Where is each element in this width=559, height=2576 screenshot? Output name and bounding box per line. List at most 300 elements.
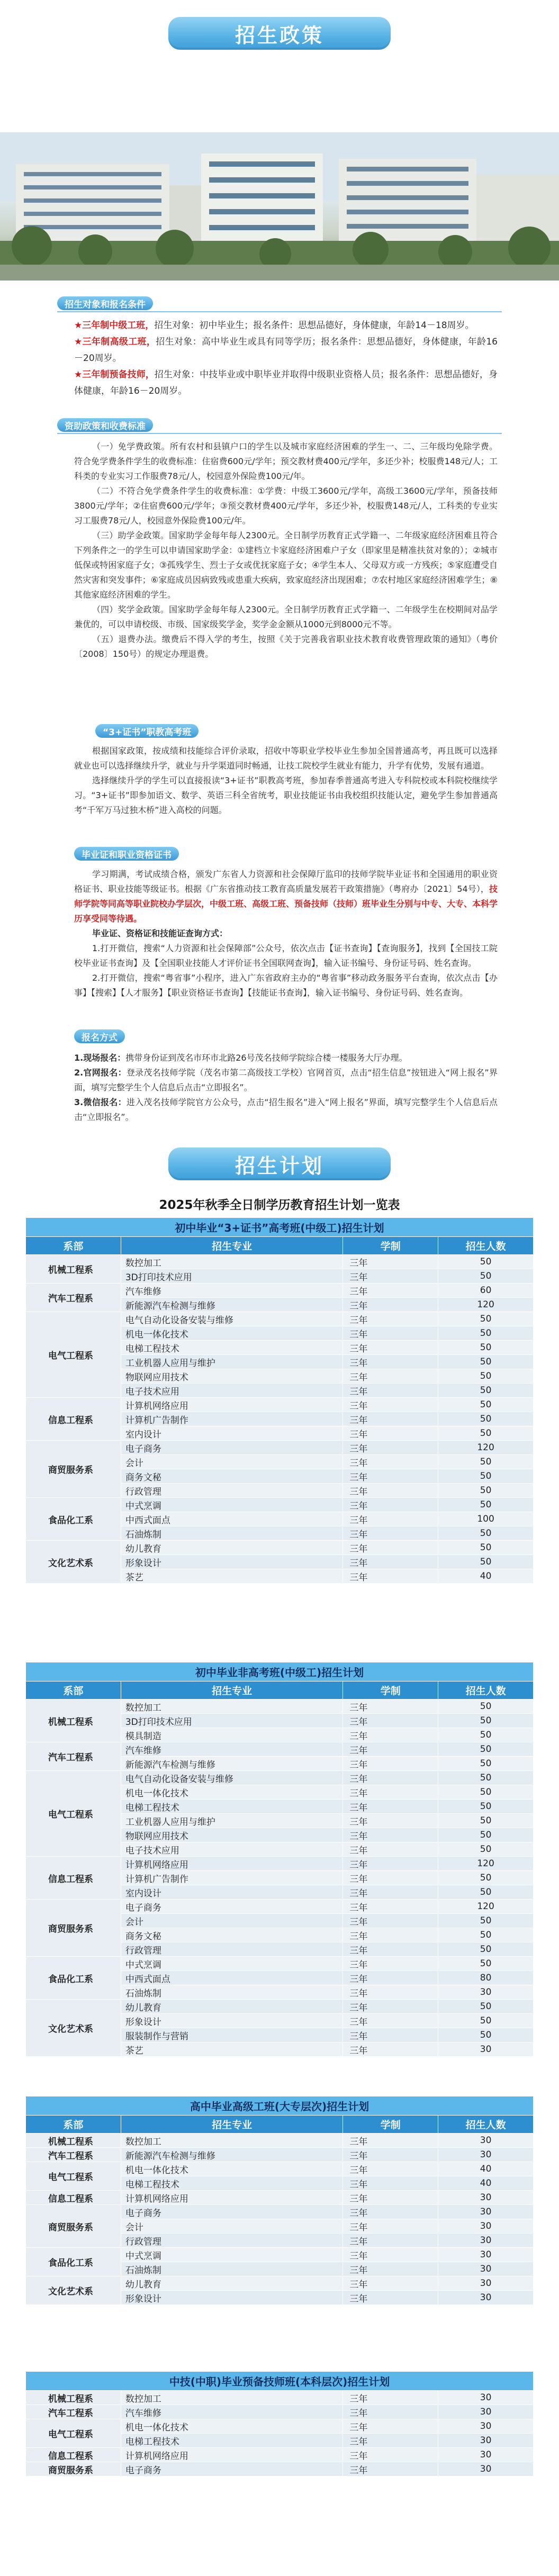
quota-cell: 50 [438, 1469, 534, 1484]
table-row [26, 2205, 534, 2219]
column-header: 学制 [343, 1237, 438, 1255]
duration-cell: 三年 [343, 2162, 438, 2176]
duration-cell: 三年 [343, 1971, 438, 1985]
major-cell: 电梯工程技术 [121, 1341, 343, 1355]
dept-cell: 电气工程系 [26, 1771, 121, 1857]
duration-cell: 三年 [343, 2000, 438, 2014]
dept-cell: 机械工程系 [26, 1700, 121, 1742]
table-title: 高中毕业高级工班(大专层次)招生计划 [26, 2096, 534, 2116]
table-row [26, 1398, 534, 1412]
duration-cell: 三年 [343, 2042, 438, 2057]
major-cell: 工业机器人应用与维护 [121, 1814, 343, 1828]
column-header: 系部 [26, 1682, 121, 1700]
quota-cell: 50 [438, 1312, 534, 1326]
table-row [26, 2191, 534, 2205]
signup-text: 携带身份证到茂名市环市北路26号茂名技师学院综合楼一楼服务大厅办理。 [125, 1053, 408, 1063]
section-tag-aid: 资助政策和收费标准 [57, 418, 153, 432]
duration-cell: 三年 [343, 2248, 438, 2262]
column-header: 招生人数 [438, 2116, 534, 2134]
dept-cell: 文化艺术系 [26, 1541, 121, 1584]
major-cell: 物联网应用技术 [121, 1369, 343, 1384]
table-row [26, 2148, 534, 2162]
duration-cell: 三年 [343, 1398, 438, 1412]
duration-cell: 三年 [343, 1312, 438, 1326]
quota-cell: 30 [438, 2448, 534, 2462]
plan-banner: 招生计划 [168, 1147, 391, 1180]
major-cell: 数控加工 [121, 2134, 343, 2148]
duration-cell: 三年 [343, 1369, 438, 1384]
quota-cell: 50 [438, 1384, 534, 1398]
quota-cell: 50 [438, 1398, 534, 1412]
quota-cell: 50 [438, 1757, 534, 1771]
duration-cell: 三年 [343, 1512, 438, 1526]
dept-cell: 信息工程系 [26, 2191, 121, 2205]
major-cell: 服装制作与营销 [121, 2028, 343, 2042]
quota-cell: 50 [438, 1326, 534, 1341]
quota-cell: 50 [438, 1412, 534, 1426]
major-cell: 会计 [121, 1914, 343, 1928]
quota-cell: 50 [438, 1255, 534, 1269]
major-cell: 电梯工程技术 [121, 1800, 343, 1814]
major-cell: 电气自动化设备安装与维修 [121, 1312, 343, 1326]
quota-cell: 50 [438, 1742, 534, 1757]
signup-item [74, 1051, 498, 1065]
quota-cell: 50 [438, 1871, 534, 1885]
major-cell: 机电一体化技术 [121, 2162, 343, 2176]
major-cell: 室内设计 [121, 1426, 343, 1441]
signup-text: 登录茂名技师学院（茂名市第二高级技工学校）官网首页，点击“招生信息”按钮进入“网上报名”界面，填写完整学生个人信息后点击“立即报名”。 [74, 1068, 498, 1092]
duration-cell: 三年 [343, 2448, 438, 2462]
duration-cell: 三年 [343, 2434, 438, 2448]
duration-cell: 三年 [343, 1484, 438, 1498]
major-cell: 数控加工 [121, 1255, 343, 1269]
plan-table [25, 2371, 534, 2476]
target-list [74, 318, 498, 400]
major-cell: 模具制造 [121, 1728, 343, 1742]
duration-cell: 三年 [343, 2391, 438, 2405]
quota-cell: 50 [438, 1771, 534, 1785]
column-header: 招生专业 [121, 2116, 343, 2134]
duration-cell: 三年 [343, 1455, 438, 1469]
duration-cell: 三年 [343, 2419, 438, 2434]
quota-cell: 50 [438, 1785, 534, 1800]
major-cell: 电子商务 [121, 2462, 343, 2476]
table-row [26, 2276, 534, 2291]
plan-table [25, 2096, 534, 2305]
major-cell: 计算机广告制作 [121, 1871, 343, 1885]
major-cell: 电气自动化设备安装与维修 [121, 1771, 343, 1785]
aid-paragraph: （三）助学金政策。国家助学金每年每人2300元。全日制学历教育正式学籍一、二年级家庭经济困难且符合下列条件之一的学生可以申请国家助学金：①建档立卡家庭经济困难户子女（即家里是精准扶贫对象的）；②城市低保或特困家庭子女；③孤残学生、烈士子女或优抚家庭子女；④学生本人、父母双方或一方残疾；⑤家庭遭受自然灾害和突发事件；⑥家庭成员因病致残或患重大疾病，致家庭经济出现困难；⑦农村地区家庭经济困难学生；⑧其他家庭经济困难的学生。 [74, 530, 498, 600]
section-tag-certs: 毕业证和职业资格证书 [74, 847, 179, 861]
quota-cell: 30 [438, 2234, 534, 2248]
table-row [26, 1284, 534, 1298]
duration-cell: 三年 [343, 1871, 438, 1885]
certs-query-heading: 毕业证、资格证和技能证查询方式： [92, 928, 228, 938]
plan-table [25, 1217, 534, 1584]
quota-cell: 50 [438, 1541, 534, 1555]
duration-cell: 三年 [343, 1700, 438, 1714]
column-header: 系部 [26, 2116, 121, 2134]
quota-cell: 120 [438, 1900, 534, 1914]
dept-cell: 信息工程系 [26, 2448, 121, 2462]
divider [57, 311, 502, 312]
major-cell: 中式烹调 [121, 1498, 343, 1512]
duration-cell: 三年 [343, 2134, 438, 2148]
duration-cell: 三年 [343, 1714, 438, 1728]
plan-table [25, 1662, 534, 2057]
duration-cell: 三年 [343, 1828, 438, 1842]
major-cell: 机电一体化技术 [121, 2419, 343, 2434]
duration-cell: 三年 [343, 1526, 438, 1541]
duration-cell: 三年 [343, 1255, 438, 1269]
quota-cell: 30 [438, 2134, 534, 2148]
major-cell: 机电一体化技术 [121, 1326, 343, 1341]
quota-cell: 30 [438, 2262, 534, 2276]
duration-cell: 三年 [343, 2205, 438, 2219]
quota-cell: 80 [438, 1971, 534, 1985]
quota-cell: 50 [438, 1369, 534, 1384]
dept-cell: 信息工程系 [26, 1398, 121, 1441]
major-cell: 计算机网络应用 [121, 1398, 343, 1412]
aid-list [74, 439, 498, 662]
duration-cell: 三年 [343, 2176, 438, 2191]
duration-cell: 三年 [343, 2462, 438, 2476]
major-cell: 幼儿教育 [121, 1541, 343, 1555]
major-cell: 3D打印技术应用 [121, 1269, 343, 1284]
dept-cell: 汽车工程系 [26, 1742, 121, 1771]
threeplus-list [74, 744, 498, 818]
table-row [26, 2405, 534, 2419]
major-cell: 汽车维修 [121, 1742, 343, 1757]
table-title: 中技(中职)毕业预备技师班(本科层次)招生计划 [26, 2372, 534, 2391]
campus-photo [0, 132, 559, 281]
table-title: 初中毕业非高考班(中级工)招生计划 [26, 1662, 534, 1682]
major-cell: 电子商务 [121, 1441, 343, 1455]
major-cell: 电子技术应用 [121, 1384, 343, 1398]
duration-cell: 三年 [343, 1800, 438, 1814]
dept-cell: 食品化工系 [26, 1957, 121, 2000]
duration-cell: 三年 [343, 1842, 438, 1857]
column-header: 学制 [343, 1682, 438, 1700]
target-item [74, 318, 498, 334]
duration-cell: 三年 [343, 2405, 438, 2419]
table-row [26, 1742, 534, 1757]
quota-cell: 30 [438, 2405, 534, 2419]
dept-cell: 商贸服务系 [26, 1441, 121, 1498]
certs-paragraph: 1.打开微信，搜索“人力资源和社会保障部”公众号，依次点击【证书查询】【查询服务】，找到【全国技工院校毕业证书查询】及【全国职业技能人才评价证书全国联网查询】，输入证书编号、身份证号码、姓名查询。 [74, 943, 498, 968]
table-row [26, 1857, 534, 1871]
quota-cell: 30 [438, 2248, 534, 2262]
divider [57, 433, 502, 434]
policy-banner: 招生政策 [168, 17, 391, 50]
major-cell: 茶艺 [121, 2042, 343, 2057]
signup-text: 进入茂名技师学院官方公众号，点击“招生报名”进入“网上报名”界面，填写完整学生个人信息后点击“立即报名”。 [74, 1097, 498, 1122]
table-row [26, 2391, 534, 2405]
duration-cell: 三年 [343, 2219, 438, 2234]
duration-cell: 三年 [343, 1355, 438, 1369]
aid-paragraph: （二）不符合免学费条件学生的收费标准：①学费：中级工3600元/学年，高级工3600元/学年，预备技师3800元/学年；②住宿费600元/学年；③预交教材费400元/学年，多还少补，校服费148元/人，工科类的专业实习工服费78元/人，校园意外保险费100元/年。 [74, 486, 498, 526]
column-header: 招生人数 [438, 1237, 534, 1255]
duration-cell: 三年 [343, 1742, 438, 1757]
quota-cell: 30 [438, 2276, 534, 2291]
major-cell: 茶艺 [121, 1569, 343, 1584]
table-row [26, 1441, 534, 1455]
duration-cell: 三年 [343, 2148, 438, 2162]
major-cell: 工业机器人应用与维护 [121, 1355, 343, 1369]
major-cell: 会计 [121, 2219, 343, 2234]
table-row [26, 2248, 534, 2262]
quota-cell: 30 [438, 2434, 534, 2448]
table-row [26, 1700, 534, 1714]
major-cell: 商务文秘 [121, 1928, 343, 1942]
duration-cell: 三年 [343, 2234, 438, 2248]
quota-cell: 120 [438, 1298, 534, 1312]
major-cell: 室内设计 [121, 1885, 343, 1900]
major-cell: 新能源汽车检测与维修 [121, 1757, 343, 1771]
duration-cell: 三年 [343, 2291, 438, 2305]
major-cell: 幼儿教育 [121, 2276, 343, 2291]
certs-text: 学习期满，考试成绩合格，颁发广东省人力资源和社会保障厅监印的技师学院毕业证书和全国通用的职业资格证书、职业技能等级证书。根据《广东省推动技工教育高质量发展若干政策措施》（粤府办〔2021〕54号）， [74, 869, 498, 894]
major-cell: 幼儿教育 [121, 2000, 343, 2014]
quota-cell: 40 [438, 2176, 534, 2191]
major-cell: 计算机网络应用 [121, 1857, 343, 1871]
dept-cell: 电气工程系 [26, 2162, 121, 2191]
quota-cell: 30 [438, 2042, 534, 2057]
duration-cell: 三年 [343, 1326, 438, 1341]
target-item [74, 367, 498, 400]
quota-cell: 50 [438, 1455, 534, 1469]
target-lead: ★三年制中级工班， [74, 320, 155, 331]
quota-cell: 30 [438, 2419, 534, 2434]
dept-cell: 汽车工程系 [26, 2405, 121, 2419]
quota-cell: 50 [438, 1484, 534, 1498]
aid-paragraph: （四）奖学金政策。国家助学金每年每人2300元。全日制学历教育正式学籍一、二年级学生在校期间对品学兼优的，可以申请校级、市级、国家级奖学金，奖学金金额从1000元到8000元不等。 [74, 604, 498, 629]
quota-cell: 30 [438, 2462, 534, 2476]
major-cell: 行政管理 [121, 2234, 343, 2248]
major-cell: 汽车维修 [121, 1284, 343, 1298]
table-title: 初中毕业“3+证书”高考班(中级工)招生计划 [26, 1218, 534, 1237]
quota-cell: 50 [438, 1914, 534, 1928]
quota-cell: 50 [438, 1341, 534, 1355]
table-row [26, 2419, 534, 2434]
major-cell: 形象设计 [121, 2291, 343, 2305]
section-tag-threeplus: “3+证书”职教高考班 [95, 724, 199, 738]
duration-cell: 三年 [343, 1900, 438, 1914]
major-cell: 形象设计 [121, 2014, 343, 2028]
quota-cell: 50 [438, 2028, 534, 2042]
quota-cell: 120 [438, 1857, 534, 1871]
duration-cell: 三年 [343, 1341, 438, 1355]
duration-cell: 三年 [343, 1555, 438, 1569]
major-cell: 石油炼制 [121, 1526, 343, 1541]
target-text: 招生对象：中技毕业或中职毕业并取得中级职业资格人员；报名条件：思想品德好，身体健康，年龄16－20周岁。 [74, 369, 498, 396]
major-cell: 行政管理 [121, 1484, 343, 1498]
quota-cell: 60 [438, 1284, 534, 1298]
quota-cell: 30 [438, 2148, 534, 2162]
major-cell: 中西式面点 [121, 1971, 343, 1985]
quota-cell: 50 [438, 1928, 534, 1942]
table-row [26, 1255, 534, 1269]
quota-cell: 50 [438, 1842, 534, 1857]
table-row [26, 2448, 534, 2462]
dept-cell: 文化艺术系 [26, 2276, 121, 2305]
signup-item [74, 1065, 498, 1095]
quota-cell: 50 [438, 1355, 534, 1369]
dept-cell: 电气工程系 [26, 1312, 121, 1398]
duration-cell: 三年 [343, 1757, 438, 1771]
target-text: 招生对象：高中毕业生或具有同等学历；报名条件：思想品德好，身体健康，年龄16－20周岁。 [74, 337, 498, 364]
dept-cell: 机械工程系 [26, 2134, 121, 2148]
table-row [26, 1498, 534, 1512]
major-cell: 新能源汽车检测与维修 [121, 2148, 343, 2162]
table-row [26, 2000, 534, 2014]
quota-cell: 50 [438, 1714, 534, 1728]
duration-cell: 三年 [343, 2028, 438, 2042]
major-cell: 3D打印技术应用 [121, 1714, 343, 1728]
dept-cell: 食品化工系 [26, 1498, 121, 1541]
duration-cell: 三年 [343, 1426, 438, 1441]
duration-cell: 三年 [343, 1498, 438, 1512]
major-cell: 中式烹调 [121, 1957, 343, 1971]
duration-cell: 三年 [343, 2262, 438, 2276]
quota-cell: 50 [438, 1814, 534, 1828]
quota-cell: 30 [438, 2219, 534, 2234]
duration-cell: 三年 [343, 1814, 438, 1828]
aid-paragraph: （五）退费办法。缴费后不得入学的考生，按照《关于完善我省职业技术教育收费管理政策的通知》（粤价〔2008〕150号）的规定办理退费。 [74, 634, 498, 659]
quota-cell: 50 [438, 1269, 534, 1284]
signup-lead: 2.官网报名： [74, 1068, 127, 1078]
signup-list [74, 1051, 498, 1125]
duration-cell: 三年 [343, 1384, 438, 1398]
dept-cell: 汽车工程系 [26, 2148, 121, 2162]
dept-cell: 机械工程系 [26, 1255, 121, 1284]
quota-cell: 30 [438, 2191, 534, 2205]
duration-cell: 三年 [343, 1785, 438, 1800]
quota-cell: 100 [438, 1512, 534, 1526]
column-header: 学制 [343, 2116, 438, 2134]
duration-cell: 三年 [343, 1269, 438, 1284]
signup-lead: 3.微信报名： [74, 1097, 127, 1107]
duration-cell: 三年 [343, 1298, 438, 1312]
dept-cell: 信息工程系 [26, 1857, 121, 1900]
major-cell: 数控加工 [121, 2391, 343, 2405]
column-header: 招生专业 [121, 1682, 343, 1700]
duration-cell: 三年 [343, 1441, 438, 1455]
aid-paragraph: （一）免学费政策。所有农村和县镇户口的学生以及城市家庭经济困难的学生一、二、三年级均免除学费。符合免学费条件学生的收费标准：住宿费600元/学年；预交教材费400元/学年，多还少补；校服费148元/人；工科类的专业实习工作服费78元/人，校园意外保险费100元/年。 [74, 441, 498, 481]
major-cell: 形象设计 [121, 1555, 343, 1569]
certs-paragraph: 2.打开微信，搜索“粤省事”小程序，进入广东省政府主办的“粤省事”移动政务服务平台查询，依次点击【办事】【搜索】【人才服务】【职业资格证书查询】【技能证书查询】，输入证书编号、身份证号码、姓名查询。 [74, 973, 498, 998]
duration-cell: 三年 [343, 1857, 438, 1871]
quota-cell: 30 [438, 2291, 534, 2305]
certs-paragraph [74, 867, 498, 926]
table-row [26, 1771, 534, 1785]
duration-cell: 三年 [343, 1885, 438, 1900]
section-tag-signup: 报名方式 [74, 1029, 125, 1043]
column-header: 招生专业 [121, 1237, 343, 1255]
duration-cell: 三年 [343, 1928, 438, 1942]
target-lead: ★三年制预备技师， [74, 369, 155, 380]
dept-cell: 商贸服务系 [26, 1900, 121, 1957]
section-tag-target: 招生对象和报名条件 [57, 296, 153, 310]
major-cell: 会计 [121, 1455, 343, 1469]
quota-cell: 50 [438, 1800, 534, 1814]
quota-cell: 50 [438, 1555, 534, 1569]
major-cell: 行政管理 [121, 1942, 343, 1957]
quota-cell: 50 [438, 1426, 534, 1441]
target-text: 招生对象：初中毕业生；报名条件：思想品德好，身体健康，年龄14－18周岁。 [154, 320, 474, 331]
threeplus-paragraph: 选择继续升学的学生可以直接报读“3+证书”职教高考班，参加春季普通高考进入专科院校或本科院校继续学习。“3+证书”即参加语文、数学、英语三科全省统考，职业技能证书由我校组织技能认定，避免学生参加普通高考“千军万马过独木桥”进入高校的问题。 [74, 775, 498, 815]
duration-cell: 三年 [343, 1914, 438, 1928]
quota-cell: 50 [438, 1526, 534, 1541]
threeplus-paragraph: 根据国家政策，按成绩和技能综合评价录取，招收中等职业学校毕业生参加全国普通高考，再且既可以选择就业也可以选择继续升学，就业与升学渠道同时畅通，让技工院校学生就业有能力，升学有优势，发展有通道。 [74, 746, 498, 771]
duration-cell: 三年 [343, 1412, 438, 1426]
table-row [26, 2462, 534, 2476]
dept-cell: 文化艺术系 [26, 2000, 121, 2057]
quota-cell: 40 [438, 1569, 534, 1584]
duration-cell: 三年 [343, 1728, 438, 1742]
major-cell: 石油炼制 [121, 2262, 343, 2276]
dept-cell: 食品化工系 [26, 2248, 121, 2276]
column-header: 系部 [26, 1237, 121, 1255]
quota-cell: 120 [438, 1441, 534, 1455]
table-row [26, 1900, 534, 1914]
quota-cell: 30 [438, 2391, 534, 2405]
duration-cell: 三年 [343, 2014, 438, 2028]
certs-highlight: 技师学院等同高等职业院校办学层次，中级工班、高级工班、预备技师（技师）班毕业生分别与中专、大专、本科学历享受同等待遇。 [74, 884, 498, 924]
major-cell: 物联网应用技术 [121, 1828, 343, 1842]
table-row [26, 1312, 534, 1326]
major-cell: 商务文秘 [121, 1469, 343, 1484]
quota-cell: 30 [438, 2205, 534, 2219]
major-cell: 电子商务 [121, 2205, 343, 2219]
signup-lead: 1.现场报名： [74, 1053, 126, 1063]
quota-cell: 50 [438, 2014, 534, 2028]
table-row [26, 2134, 534, 2148]
quota-cell: 40 [438, 2162, 534, 2176]
duration-cell: 三年 [343, 2276, 438, 2291]
table-row [26, 1957, 534, 1971]
major-cell: 石油炼制 [121, 1985, 343, 2000]
major-cell: 电梯工程技术 [121, 2176, 343, 2191]
duration-cell: 三年 [343, 1957, 438, 1971]
duration-cell: 三年 [343, 1942, 438, 1957]
major-cell: 机电一体化技术 [121, 1785, 343, 1800]
duration-cell: 三年 [343, 1284, 438, 1298]
major-cell: 电子技术应用 [121, 1842, 343, 1857]
plan-title: 2025年秋季全日制学历教育招生计划一览表 [159, 1198, 400, 1212]
major-cell: 计算机网络应用 [121, 2448, 343, 2462]
dept-cell: 商贸服务系 [26, 2462, 121, 2476]
table-row [26, 1541, 534, 1555]
major-cell: 电子商务 [121, 1900, 343, 1914]
duration-cell: 三年 [343, 1569, 438, 1584]
dept-cell: 机械工程系 [26, 2391, 121, 2405]
dept-cell: 汽车工程系 [26, 1284, 121, 1312]
signup-item [74, 1095, 498, 1125]
major-cell: 电梯工程技术 [121, 2434, 343, 2448]
certs-list [74, 867, 498, 1000]
major-cell: 数控加工 [121, 1700, 343, 1714]
dept-cell: 商贸服务系 [26, 2205, 121, 2248]
target-lead: ★三年制高级工班， [74, 337, 156, 347]
column-header: 招生人数 [438, 1682, 534, 1700]
major-cell: 计算机广告制作 [121, 1412, 343, 1426]
quota-cell: 50 [438, 2000, 534, 2014]
major-cell: 计算机网络应用 [121, 2191, 343, 2205]
quota-cell: 50 [438, 1942, 534, 1957]
quota-cell: 50 [438, 1885, 534, 1900]
duration-cell: 三年 [343, 1985, 438, 2000]
